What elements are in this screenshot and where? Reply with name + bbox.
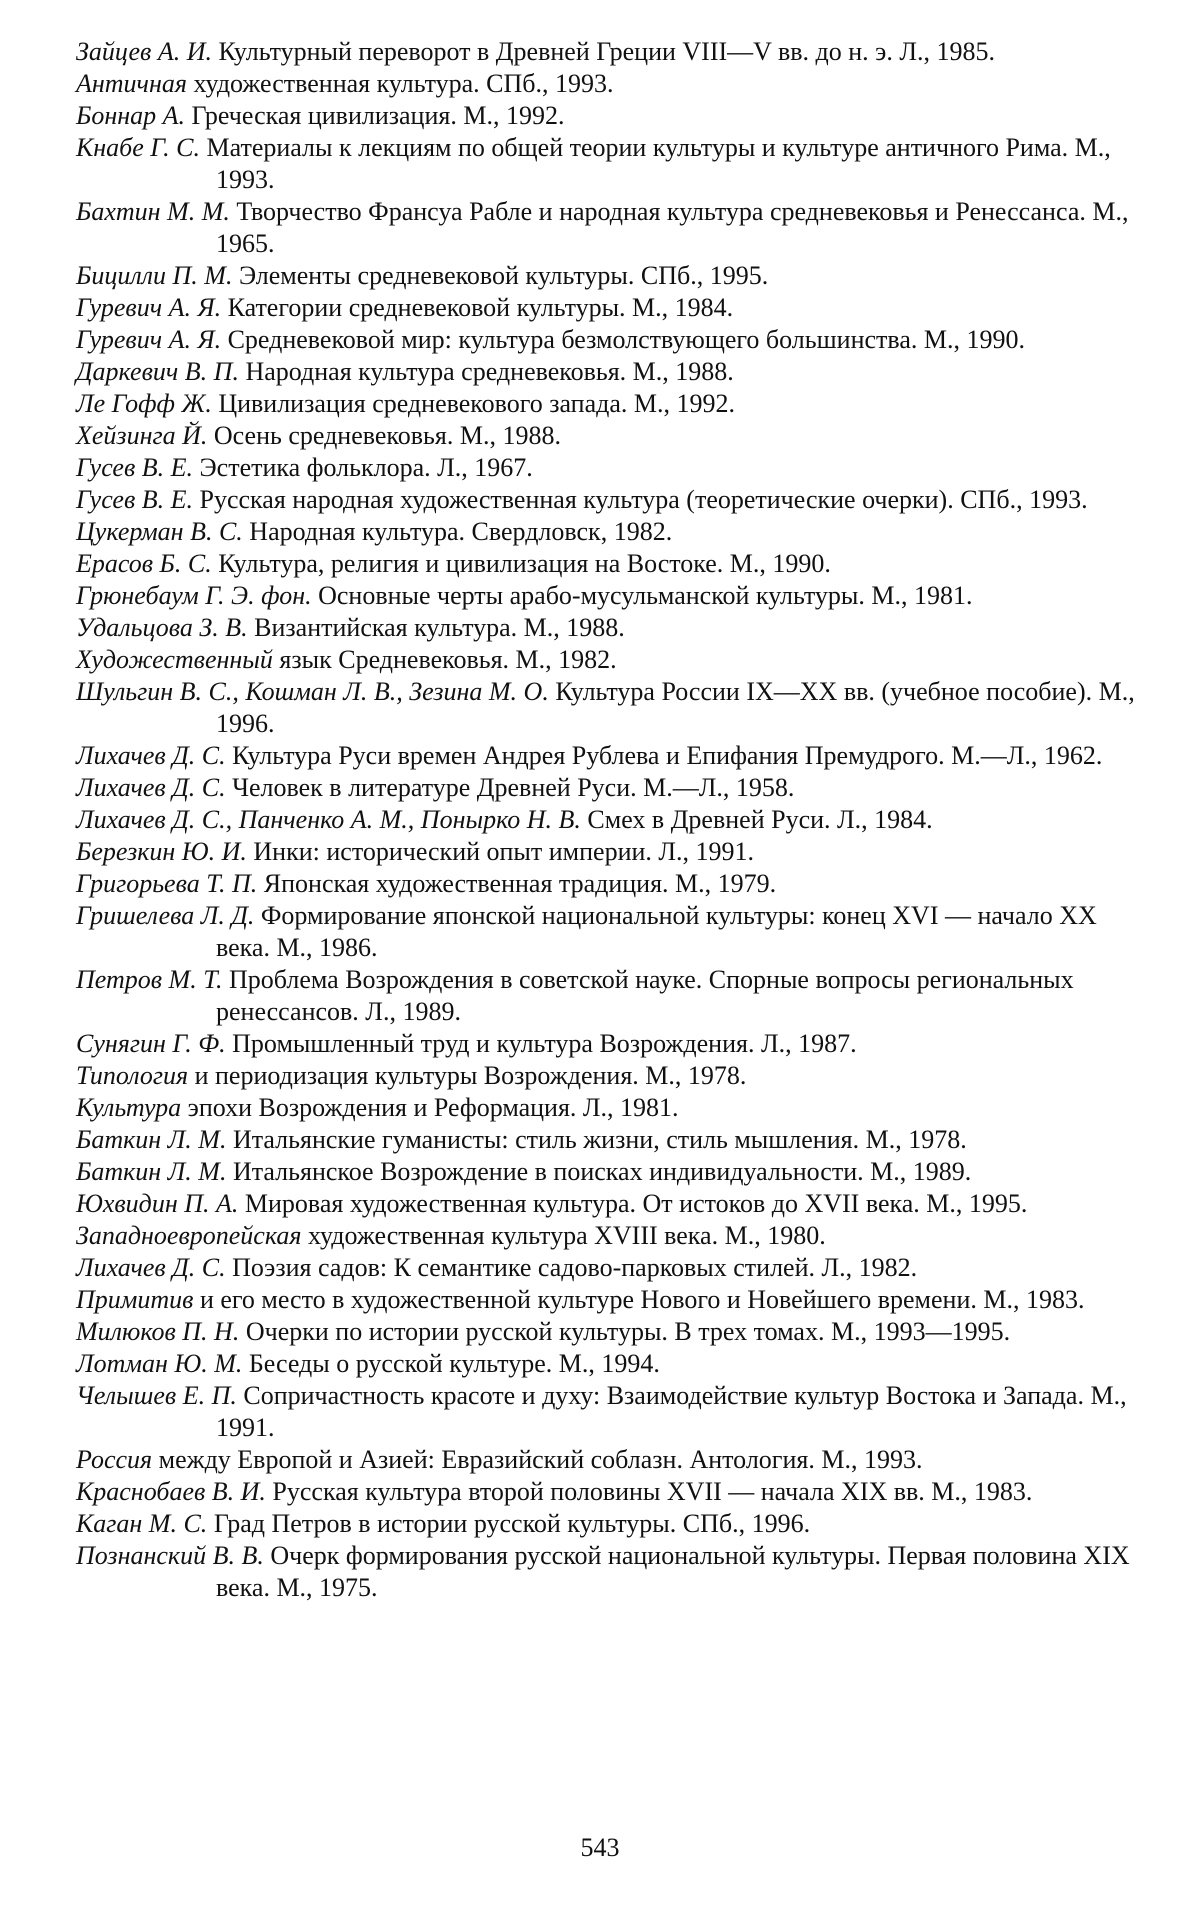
- entry-author: Сунягин Г. Ф.: [76, 1029, 226, 1058]
- entry-author: Кнабе Г. С.: [76, 133, 200, 162]
- bibliography-entry: [76, 196, 1136, 260]
- entry-text: и периодизация культуры Возрождения. М., 1978.: [188, 1061, 747, 1090]
- entry-text: Очерки по истории русской культуры. В трех томах. М., 1993—1995.: [239, 1317, 1011, 1346]
- bibliography-entry: [76, 548, 1136, 580]
- entry-text: Поэзия садов: К семантике садово-парковых стилей. Л., 1982.: [225, 1253, 918, 1282]
- entry-author: Ле Гофф Ж.: [76, 389, 212, 418]
- entry-author: Боннар А.: [76, 101, 186, 130]
- entry-text: Проблема Возрождения в советской науке. Спорные вопросы региональных ренессансов. Л., 1989.: [216, 965, 1074, 1026]
- entry-author: Типология: [76, 1061, 189, 1090]
- entry-author: Бицилли П. М.: [76, 261, 233, 290]
- entry-author: Художественный: [76, 645, 273, 674]
- entry-text: Итальянское Возрождение в поисках индивидуальности. М., 1989.: [226, 1157, 972, 1186]
- entry-author: Гришелева Л. Д.: [76, 901, 255, 930]
- entry-author: Ерасов Б. С.: [76, 549, 212, 578]
- bibliography-entry: [76, 484, 1136, 516]
- entry-text: Промышленный труд и культура Возрождения. Л., 1987.: [225, 1029, 857, 1058]
- entry-author: Каган М. С.: [76, 1509, 208, 1538]
- bibliography-entry: [76, 1220, 1136, 1252]
- page-number: 543: [580, 1833, 620, 1862]
- entry-author: Бахтин М. М.: [76, 197, 230, 226]
- entry-text: Мировая художественная культура. От истоков до XVII века. М., 1995.: [238, 1189, 1028, 1218]
- entry-text: Цивилизация средневекового запада. М., 1992.: [211, 389, 736, 418]
- entry-author: Даркевич В. П.: [76, 357, 239, 386]
- bibliography-entry: [76, 1444, 1136, 1476]
- entry-text: Культура Руси времен Андрея Рублева и Епифания Премудрого. М.—Л., 1962.: [225, 741, 1103, 770]
- bibliography-entry: [76, 356, 1136, 388]
- entry-author: Гусев В. Е.: [76, 453, 193, 482]
- entry-author: Шульгин В. С., Кошман Л. В., Зезина М. О.: [76, 677, 549, 706]
- entry-text: Человек в литературе Древней Руси. М.—Л., 1958.: [225, 773, 795, 802]
- bibliography-entry: [76, 260, 1136, 292]
- entry-text: Элементы средневековой культуры. СПб., 1995.: [232, 261, 769, 290]
- entry-author: Петров М. Т.: [76, 965, 223, 994]
- entry-text: Основные черты арабо-мусульманской культуры. М., 1981.: [311, 581, 973, 610]
- entry-text: Культурный переворот в Древней Греции VIII—V вв. до н. э. Л., 1985.: [212, 37, 995, 66]
- entry-author: Удальцова З. В.: [76, 613, 248, 642]
- entry-author: Лихачев Д. С., Панченко А. М., Понырко Н. В.: [76, 805, 581, 834]
- entry-text: Творчество Франсуа Рабле и народная культура средневековья и Ренессанса. М., 1965.: [216, 197, 1129, 258]
- bibliography-entry: [76, 132, 1136, 196]
- entry-author: Милюков П. Н.: [76, 1317, 240, 1346]
- entry-text: Град Петров в истории русской культуры. СПб., 1996.: [207, 1509, 811, 1538]
- entry-author: Западноевропейская: [76, 1221, 302, 1250]
- entry-text: Эстетика фольклора. Л., 1967.: [193, 453, 533, 482]
- entry-author: Грюнебаум Г. Э. фон.: [76, 581, 312, 610]
- entry-text: Средневековой мир: культура безмолствующего большинства. М., 1990.: [221, 325, 1025, 354]
- entry-text: между Европой и Азией: Евразийский соблазн. Антология. М., 1993.: [152, 1445, 923, 1474]
- entry-author: Гуревич А. Я.: [76, 325, 222, 354]
- bibliography-entry: [76, 324, 1136, 356]
- entry-text: Японская художественная традиция. М., 1979.: [257, 869, 777, 898]
- bibliography-entry: [76, 1156, 1136, 1188]
- bibliography-entry: [76, 580, 1136, 612]
- entry-text: Смех в Древней Руси. Л., 1984.: [580, 805, 933, 834]
- bibliography-entry: [76, 1188, 1136, 1220]
- bibliography-list: [76, 36, 1136, 1604]
- entry-text: Итальянские гуманисты: стиль жизни, стиль мышления. М., 1978.: [226, 1125, 967, 1154]
- entry-text: Осень средневековья. М., 1988.: [207, 421, 561, 450]
- entry-author: Цукерман В. С.: [76, 517, 243, 546]
- entry-author: Примитив: [76, 1285, 194, 1314]
- bibliography-entry: [76, 964, 1136, 1028]
- entry-text: Греческая цивилизация. М., 1992.: [185, 101, 565, 130]
- entry-author: Гуревич А. Я.: [76, 293, 222, 322]
- bibliography-entry: [76, 1092, 1136, 1124]
- entry-author: Баткин Л. М.: [76, 1125, 227, 1154]
- entry-author: Лотман Ю. М.: [76, 1349, 243, 1378]
- bibliography-entry: [76, 644, 1136, 676]
- entry-author: Гусев В. Е.: [76, 485, 193, 514]
- entry-text: Народная культура. Свердловск, 1982.: [242, 517, 673, 546]
- bibliography-entry: [76, 516, 1136, 548]
- entry-text: Культура России IX—XX вв. (учебное пособие). М., 1996.: [216, 677, 1135, 738]
- bibliography-entry: [76, 868, 1136, 900]
- entry-author: Григорьева Т. П.: [76, 869, 258, 898]
- entry-author: Античная: [76, 69, 187, 98]
- entry-text: Очерк формирования русской национальной культуры. Первая половина XIX века. М., 1975.: [216, 1541, 1130, 1602]
- entry-author: Лихачев Д. С.: [76, 741, 226, 770]
- bibliography-entry: [76, 1284, 1136, 1316]
- bibliography-entry: [76, 772, 1136, 804]
- bibliography-entry: [76, 1348, 1136, 1380]
- entry-text: художественная культура. СПб., 1993.: [186, 69, 614, 98]
- bibliography-entry: [76, 1028, 1136, 1060]
- entry-author: Юхвидин П. А.: [76, 1189, 239, 1218]
- entry-text: Народная культура средневековья. М., 1988.: [238, 357, 734, 386]
- bibliography-entry: [76, 740, 1136, 772]
- bibliography-entry: [76, 900, 1136, 964]
- entry-author: Хейзинга Й.: [76, 421, 208, 450]
- entry-author: Баткин Л. М.: [76, 1157, 227, 1186]
- bibliography-entry: [76, 292, 1136, 324]
- bibliography-entry: [76, 1060, 1136, 1092]
- entry-author: Познанский В. В.: [76, 1541, 264, 1570]
- entry-text: Русская культура второй половины XVII — начала XIX вв. М., 1983.: [265, 1477, 1033, 1506]
- bibliography-entry: [76, 804, 1136, 836]
- entry-author: Березкин Ю. И.: [76, 837, 247, 866]
- bibliography-entry: [76, 1252, 1136, 1284]
- entry-author: Культура: [76, 1093, 182, 1122]
- entry-author: Лихачев Д. С.: [76, 773, 226, 802]
- bibliography-entry: [76, 68, 1136, 100]
- entry-author: Лихачев Д. С.: [76, 1253, 226, 1282]
- entry-text: Инки: исторический опыт империи. Л., 1991.: [246, 837, 755, 866]
- entry-text: Культура, религия и цивилизация на Востоке. М., 1990.: [211, 549, 831, 578]
- entry-text: Категории средневековой культуры. М., 1984.: [221, 293, 734, 322]
- bibliography-entry: [76, 1476, 1136, 1508]
- bibliography-entry: [76, 388, 1136, 420]
- bibliography-entry: [76, 1380, 1136, 1444]
- bibliography-entry: [76, 100, 1136, 132]
- entry-text: эпохи Возрождения и Реформация. Л., 1981.: [181, 1093, 679, 1122]
- entry-text: художественная культура XVIII века. М., 1980.: [301, 1221, 826, 1250]
- entry-text: Формирование японской национальной культуры: конец XVI — начало XX века. М., 1986.: [216, 901, 1097, 962]
- bibliography-entry: [76, 1316, 1136, 1348]
- entry-author: Россия: [76, 1445, 153, 1474]
- bibliography-entry: [76, 836, 1136, 868]
- entry-text: и его место в художественной культуре Нового и Новейшего времени. М., 1983.: [193, 1285, 1085, 1314]
- entry-author: Краснобаев В. И.: [76, 1477, 266, 1506]
- entry-text: язык Средневековья. М., 1982.: [272, 645, 617, 674]
- entry-text: Беседы о русской культуре. М., 1994.: [242, 1349, 660, 1378]
- bibliography-entry: [76, 612, 1136, 644]
- entry-text: Русская народная художественная культура (теоретические очерки). СПб., 1993.: [193, 485, 1088, 514]
- bibliography-entry: [76, 420, 1136, 452]
- bibliography-entry: [76, 1508, 1136, 1540]
- entry-text: Византийская культура. М., 1988.: [247, 613, 625, 642]
- bibliography-entry: [76, 36, 1136, 68]
- bibliography-entry: [76, 452, 1136, 484]
- entry-author: Зайцев А. И.: [76, 37, 213, 66]
- entry-text: Материалы к лекциям по общей теории культуры и культуре античного Рима. М., 1993.: [199, 133, 1111, 194]
- bibliography-entry: [76, 1540, 1136, 1604]
- entry-author: Челышев Е. П.: [76, 1381, 237, 1410]
- bibliography-entry: [76, 676, 1136, 740]
- entry-text: Сопричастность красоте и духу: Взаимодействие культур Востока и Запада. М., 1991.: [216, 1381, 1127, 1442]
- bibliography-entry: [76, 1124, 1136, 1156]
